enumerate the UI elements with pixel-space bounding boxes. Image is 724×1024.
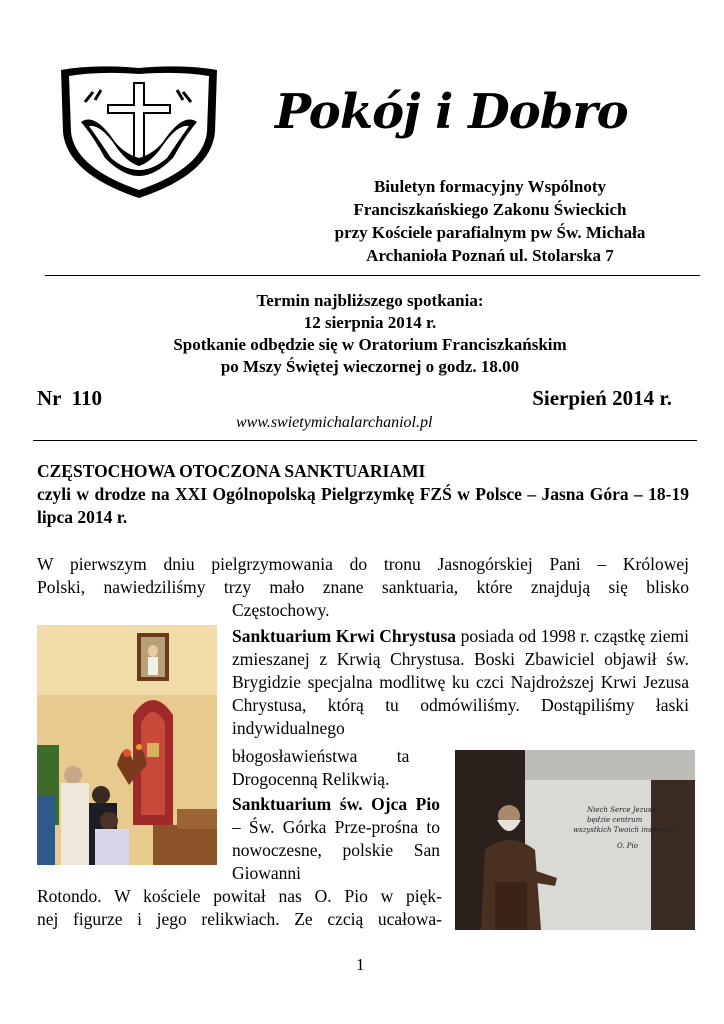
- sanctuary-interior-photo: [37, 625, 217, 865]
- subtitle-line: Archanioła Poznań ul. Stolarska 7: [366, 246, 614, 265]
- meeting-line: Spotkanie odbędzie się w Oratorium Franciszkańskim: [173, 335, 567, 354]
- intro-paragraph: [37, 553, 689, 599]
- issue-date: Sierpień 2014 r.: [532, 386, 672, 410]
- header-divider: [45, 275, 700, 276]
- statue-inscription: Niech Serce Jezusa będzie centrum wszystkich Twoich inspiracji O. Pio: [573, 806, 675, 850]
- sanctuary-blood-paragraph: [232, 625, 689, 740]
- meeting-line: Termin najbliższego spotkania:: [256, 291, 484, 310]
- bulletin-subtitle: [280, 175, 700, 267]
- sanctuary-description: – Św. Górka Prze-prośna to nowoczesne, polskie San Giowanni: [232, 817, 440, 883]
- article-title: CZĘSTOCHOWA OTOCZONA SANKTUARIAMI: [37, 461, 426, 481]
- sanctuary-name: Sanktuarium Krwi Chrystusa: [232, 626, 457, 646]
- continuation-paragraph: [37, 885, 442, 931]
- subtitle-line: Franciszkańskiego Zakonu Świeckich: [353, 200, 627, 219]
- meeting-line: po Mszy Świętej wieczornej o godz. 18.00: [220, 357, 520, 376]
- text-line: Drogocenną Relikwią.: [232, 769, 390, 789]
- sanctuary-description: posiada od 1998 r. cząstkę ziemi zmieszanej z Krwią Chrystusa. Boski Zbawiciel objawił św. Brygidzie specjalna modlitwę ku czci Najdroższej Krwi Jezusa Chrystusa, którą tu odmówiliśmy. Dostąpiliśmy łaski indywidualnego: [232, 626, 689, 738]
- subtitle-line: Biuletyn formacyjny Wspólnoty: [373, 177, 607, 196]
- text-line: błogosławieństwa ta: [232, 746, 410, 766]
- article-subtitle: czyli w drodze na XXI Ogólnopolską Pielgrzymkę FZŚ w Polsce – Jasna Góra – 18-19 lipca 2014 r.: [37, 484, 689, 527]
- sanctuary-pio-paragraph: [232, 793, 440, 885]
- text-line: Częstochowy.: [232, 600, 330, 620]
- next-meeting-notice: [90, 290, 650, 378]
- page-number: 1: [356, 955, 365, 974]
- subtitle-line: przy Kościele parafialnym pw Św. Michała: [334, 223, 646, 242]
- issue-number: Nr 110: [37, 386, 102, 410]
- section-divider: [33, 440, 697, 441]
- sanctuary-name: Sanktuarium św. Ojca Pio: [232, 794, 440, 814]
- text-line: Rotondo. W kościele powitał nas O. Pio w pięk-: [37, 886, 442, 906]
- padre-pio-statue-photo: [455, 750, 695, 930]
- tau-cross-crest-icon: [55, 62, 223, 202]
- meeting-line: 12 sierpnia 2014 r.: [303, 313, 437, 332]
- website-link[interactable]: www.swietymichalarchaniol.pl: [236, 414, 433, 431]
- article-heading: [37, 460, 689, 529]
- sanctuary-blood-paragraph-end: [232, 745, 450, 791]
- text-line: Polski, nawiedziliśmy trzy mało znane sanktuaria, które znajdują się blisko: [37, 577, 689, 597]
- bulletin-title: Pokój i Dobro: [275, 84, 628, 140]
- text-line: W pierwszym dniu pielgrzymowania do tronu Jasnogórskiej Pani – Królowej: [37, 554, 689, 574]
- text-line: nej figurze i jego relikwiach. Ze czcią ucałowa-: [37, 909, 442, 929]
